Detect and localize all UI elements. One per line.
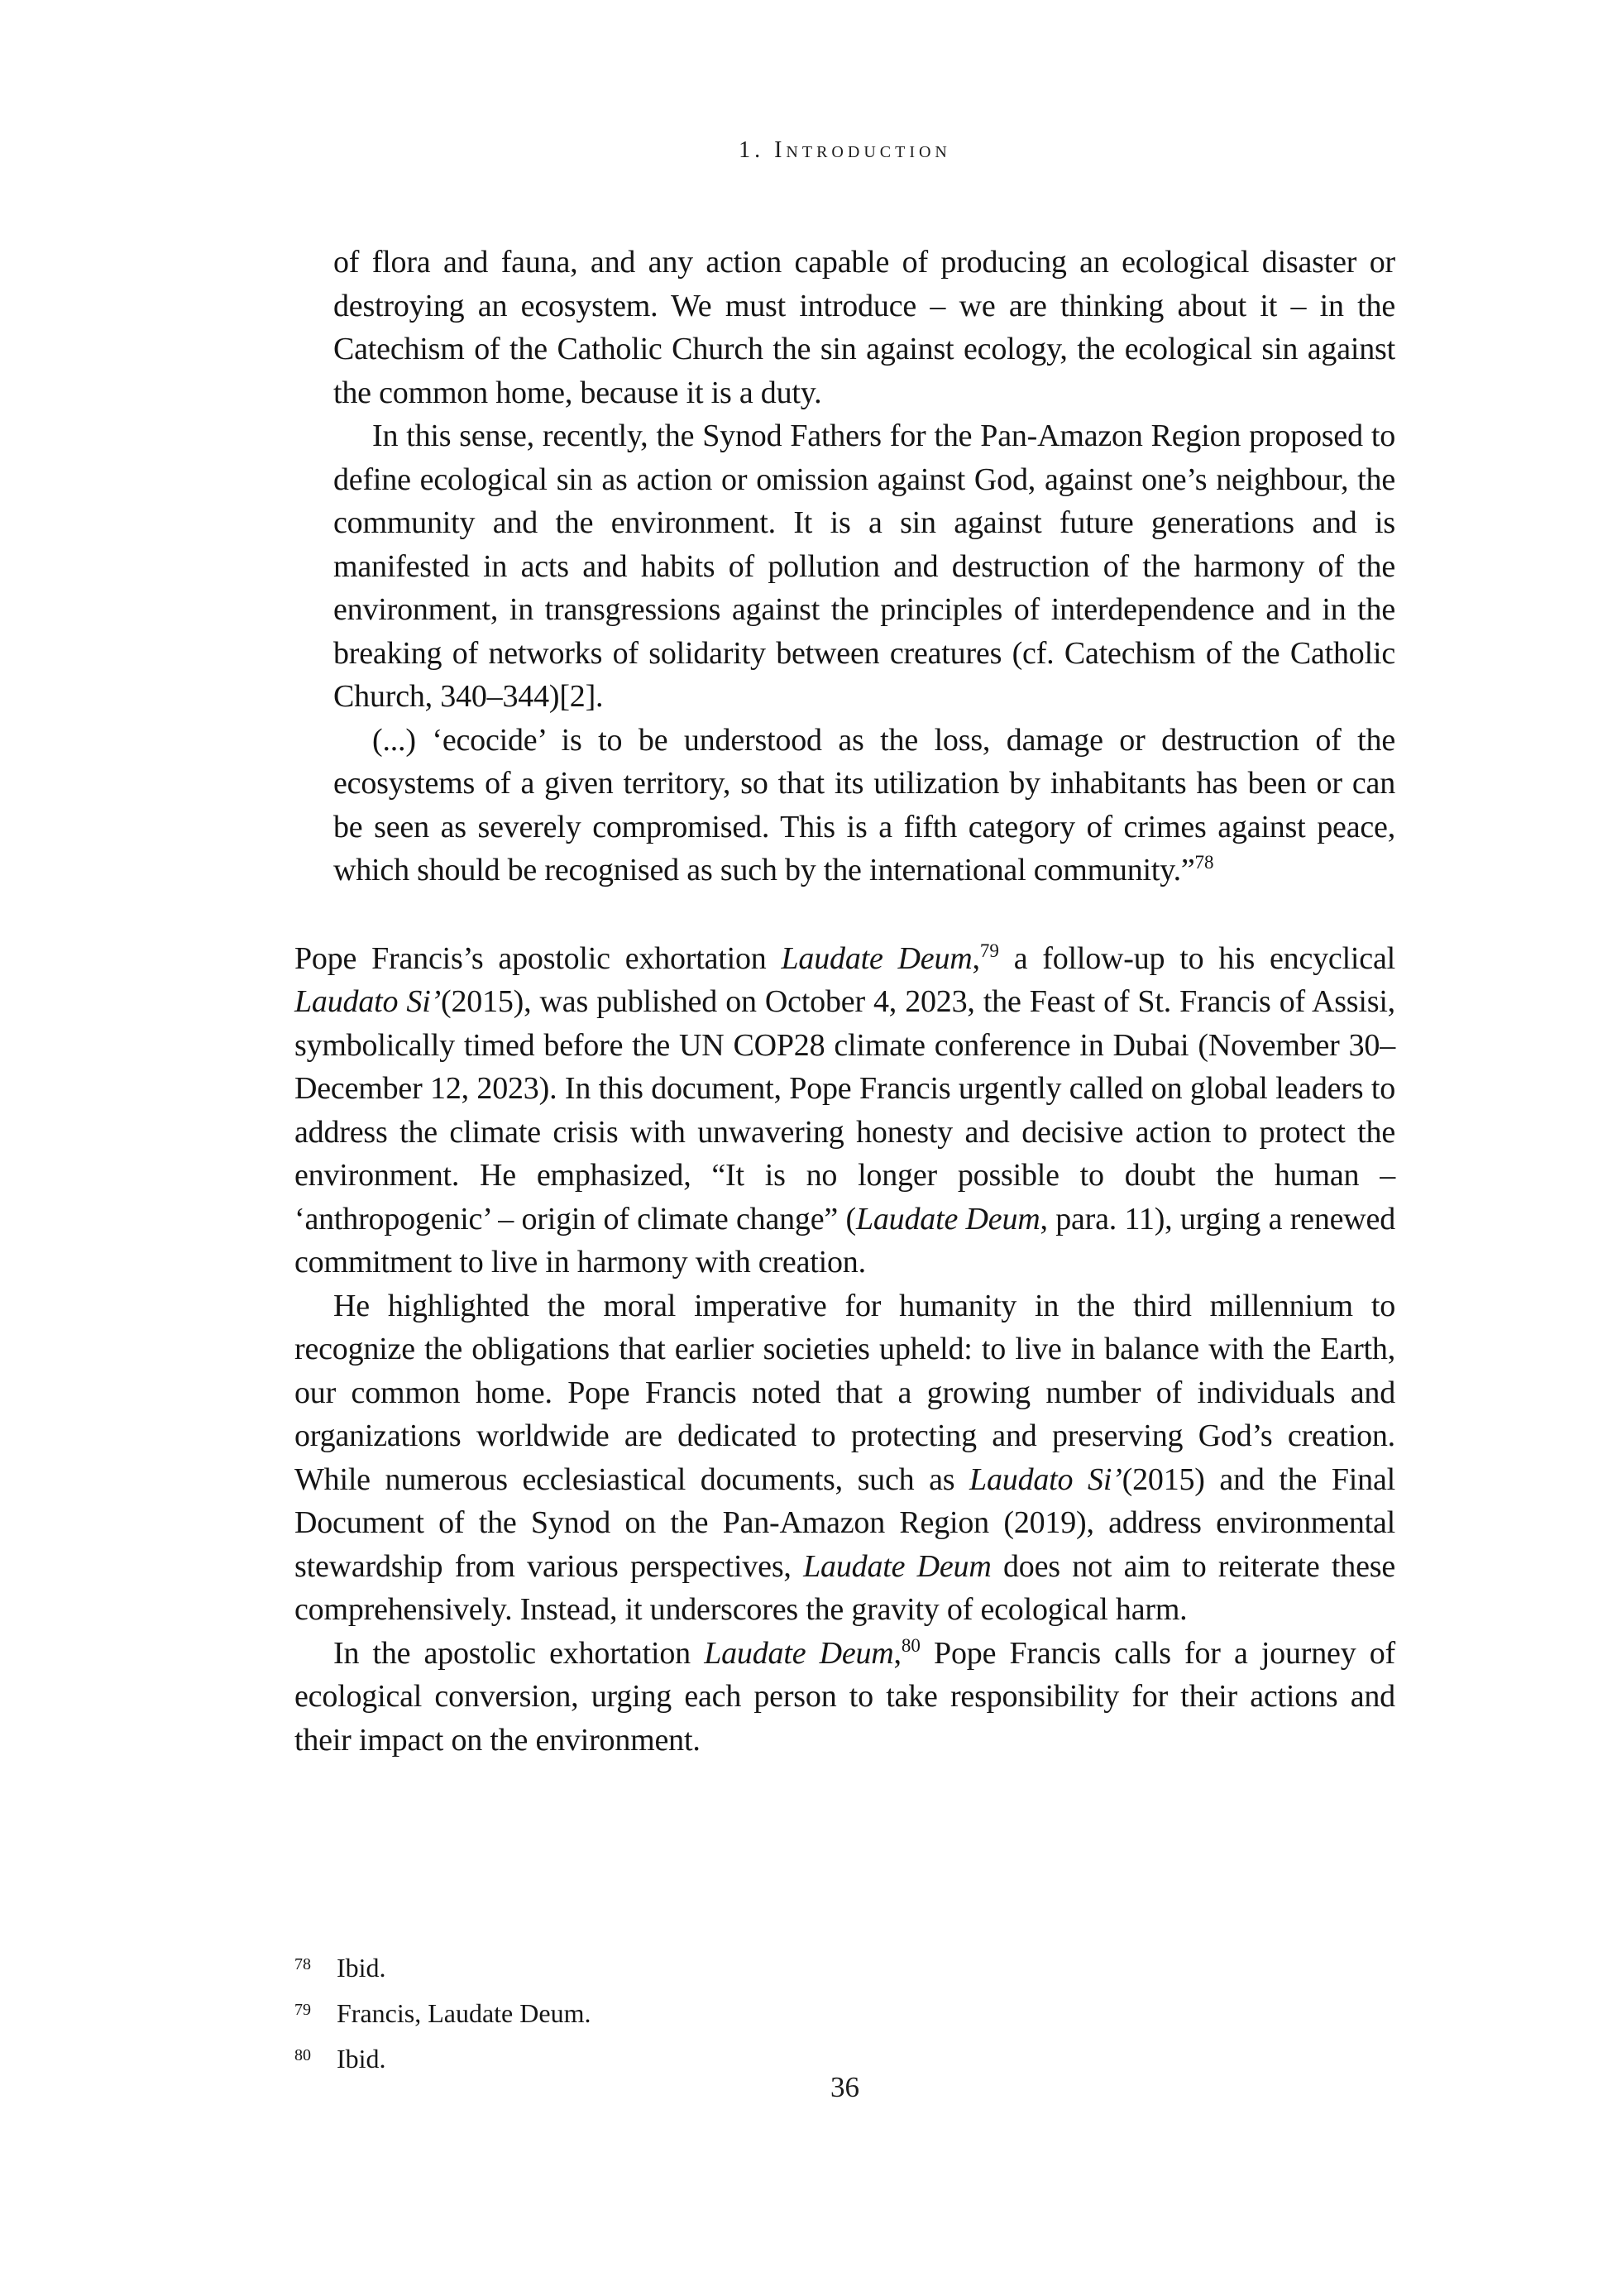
page-content bbox=[294, 241, 1395, 1762]
text-run: , para. 11), urging a renewed commitment to live in harmony with creation. bbox=[294, 1201, 1395, 1280]
text-run: Pope Francis calls for a journey of ecological conversion, urging each person to take responsibility for their actions and their impact on the environment. bbox=[294, 1635, 1395, 1758]
footnote-row bbox=[294, 1944, 1395, 1989]
footnote-number: 79 bbox=[294, 2001, 311, 2019]
text-run: a follow-up to his encyclical bbox=[998, 940, 1395, 976]
text-run: , bbox=[893, 1635, 902, 1671]
quote-paragraph bbox=[333, 414, 1395, 719]
text-run: (2015), was published on October 4, 2023, the Feast of St. Francis of Assisi, symbolically timed before the UN COP28 climate conference in Dubai (November 30–December 12, 2023). In this document, Pope Francis urgently called on global leaders to address the climate crisis with unwavering honesty and decisive action to protect the environment. He emphasized, “It is no longer possible to doubt the human – ‘anthropogenic’ – origin of climate change” ( bbox=[294, 984, 1395, 1236]
italic-title: Laudate Deum bbox=[803, 1548, 992, 1584]
text-run: In this sense, recently, the Synod Fathers for the Pan-Amazon Region proposed to define ecological sin as action or omission against God, against one’s neighbour, the community and the environment. It is a sin against future generations and is manifested in acts and habits of pollution and destruction of the harmony of the environment, in transgressions against the principles of interdependence and in the breaking of networks of solidarity between creatures (cf. Catechism of the Catholic Church, 340–344)[2]. bbox=[333, 419, 1395, 714]
text-run: (...) ‘ecocide’ is to be understood as the loss, damage or destruction of the ecosystems of a given territory, so that its utilization by inhabitants has been or can be seen as severely compromised. This is a fifth category of crimes against peace, which should be recognised as such by the international community.” bbox=[333, 722, 1395, 887]
quote-paragraph bbox=[333, 241, 1395, 414]
footnote-text: Francis, Laudate Deum. bbox=[337, 1998, 591, 2028]
text-run: does not aim to reiterate these comprehensively. Instead, it underscores the gravity of ecological harm. bbox=[294, 1548, 1395, 1627]
footnote-ref-79: 79 bbox=[979, 940, 999, 961]
page-number: 36 bbox=[830, 2071, 859, 2103]
text-run: Pope Francis’s apostolic exhortation bbox=[294, 940, 782, 976]
text-run: , bbox=[972, 940, 980, 976]
text-run: (2015) and the Final Document of the Synod on the Pan-Amazon Region (2019), address environmental stewardship from various perspectives, bbox=[294, 1461, 1395, 1584]
text-run: of flora and fauna, and any action capable of producing an ecological disaster or destroying an ecosystem. We must introduce – we are thinking about it – in the Catechism of the Catholic Church the sin against ecology, the ecological sin against the common home, because it is a duty. bbox=[333, 245, 1395, 410]
text-run: He highlighted the moral imperative for humanity in the third millennium to recognize the obligations that earlier societies upheld: to live in balance with the Earth, our common home. Pope Francis noted that a growing number of individuals and organizations worldwide are dedicated to protecting and preserving God’s creation. While numerous ecclesiastical documents, such as bbox=[294, 1288, 1395, 1497]
italic-title: Laudato Si’ bbox=[969, 1461, 1122, 1497]
italic-title: Laudate Deum bbox=[855, 1201, 1040, 1236]
footnote-number: 80 bbox=[294, 2046, 311, 2064]
quote-paragraph bbox=[333, 719, 1395, 892]
footnote-number: 78 bbox=[294, 1955, 311, 1973]
body-paragraph bbox=[294, 937, 1395, 1284]
footnotes bbox=[294, 1944, 1395, 2080]
text-run: In the apostolic exhortation bbox=[333, 1635, 705, 1671]
italic-title: Laudate Deum bbox=[781, 940, 973, 976]
body-paragraph bbox=[294, 1284, 1395, 1632]
italic-title: Laudate Deum bbox=[704, 1635, 894, 1671]
footnote-ref-80: 80 bbox=[901, 1634, 921, 1656]
italic-title: Laudato Si’ bbox=[294, 984, 442, 1019]
footnote-row bbox=[294, 1989, 1395, 2035]
footnote-ref-78: 78 bbox=[1194, 852, 1214, 873]
blockquote bbox=[333, 241, 1395, 892]
body-text bbox=[294, 937, 1395, 1763]
chapter-running-head: 1. Introduction bbox=[739, 137, 951, 163]
footnote-text: Ibid. bbox=[337, 1953, 386, 1983]
body-paragraph bbox=[294, 1632, 1395, 1763]
footnote-text: Ibid. bbox=[337, 2044, 386, 2074]
